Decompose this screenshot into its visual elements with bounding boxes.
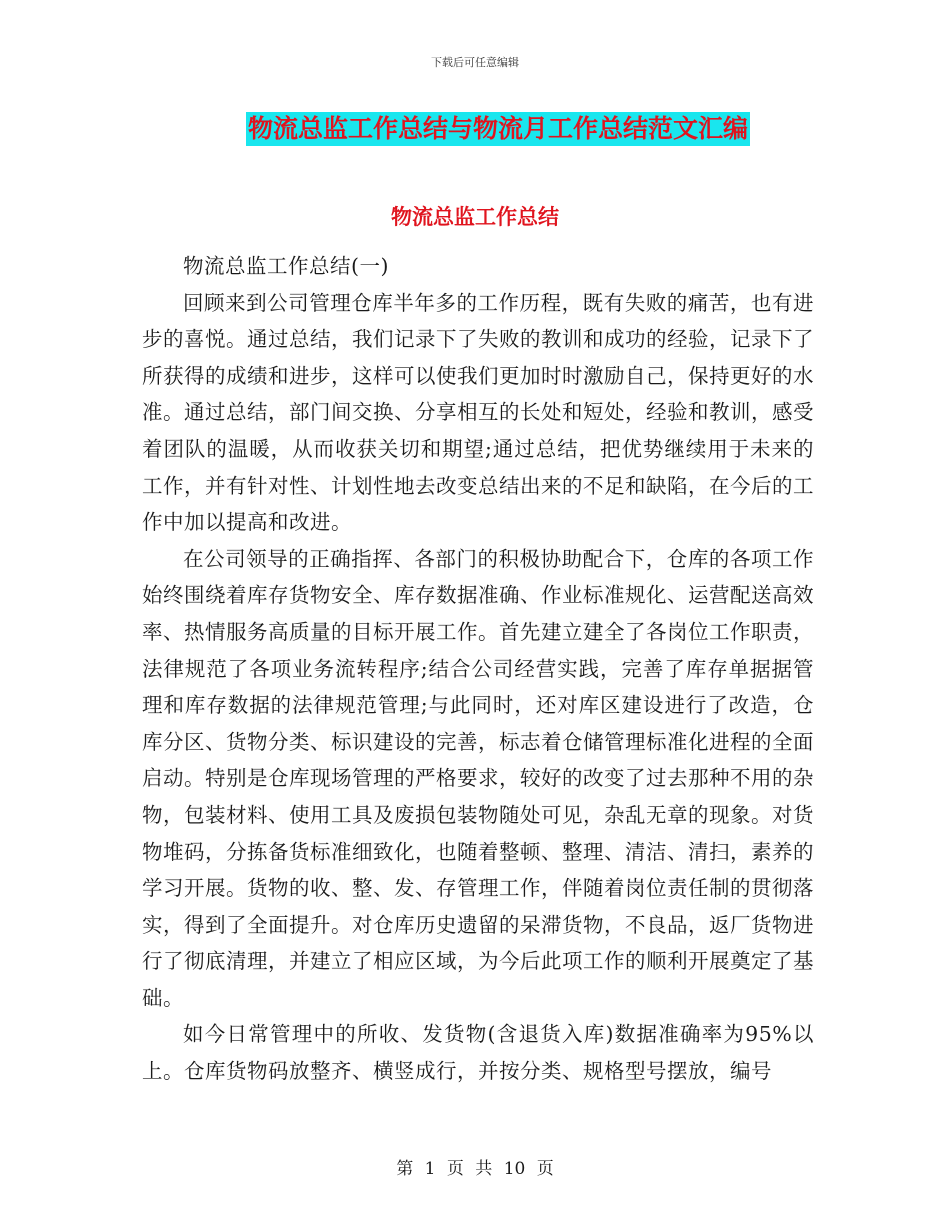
section-title: 物流总监工作总结	[391, 204, 559, 229]
page-footer: 第 1 页 共 10 页	[396, 1159, 554, 1179]
paragraph: 在公司领导的正确指挥、各部门的积极协助配合下，仓库的各项工作始终围绕着库存货物安全、库存数据准确、作业标准规化、运营配送高效率、热情服务高质量的目标开展工作。首先建立建全了各岗位工作职责，法律规范了各项业务流转程序;结合公司经营实践，完善了库存单据据管理和库存数据的法律规范管理;与此同时，还对库区建设进行了改造，仓库分区、货物分类、标识建设的完善，标志着仓储管理标准化进程的全面启动。特别是仓库现场管理的严格要求，较好的改变了过去那种不用的杂物，包装材料、使用工具及废损包装物随处可见，杂乱无章的现象。对货物堆码，分拣备货标准细致化，也随着整顿、整理、清洁、清扫，素养的学习开展。货物的收、整、发、存管理工作，伴随着岗位责任制的贯彻落实，得到了全面提升。对仓库历史遗留的呆滞货物，不良品，返厂货物进行了彻底清理，并建立了相应区域，为今后此项工作的顺利开展奠定了基础。	[142, 546, 814, 1010]
paragraph-subheading: 物流总监工作总结(一)	[183, 254, 389, 278]
page-header-note: 下载后可任意编辑	[431, 56, 519, 69]
paragraph: 如今日常管理中的所收、发货物(含退货入库)数据准确率为95%以上。仓库货物码放整齐、横竖成行，并按分类、规格型号摆放，编号	[142, 1022, 814, 1084]
document-body	[142, 248, 814, 1090]
main-title: 物流总监工作总结与物流月工作总结范文汇编	[246, 112, 750, 146]
paragraph: 回顾来到公司管理仓库半年多的工作历程，既有失败的痛苦，也有进步的喜悦。通过总结，我们记录下了失败的教训和成功的经验，记录下了所获得的成绩和进步，这样可以使我们更加时时激励自己，保持更好的水准。通过总结，部门间交换、分享相互的长处和短处，经验和教训，感受着团队的温暖，从而收获关切和期望;通过总结，把优势继续用于未来的工作，并有针对性、计划性地去改变总结出来的不足和缺陷，在今后的工作中加以提高和改进。	[142, 290, 814, 535]
main-title-container	[0, 112, 950, 146]
